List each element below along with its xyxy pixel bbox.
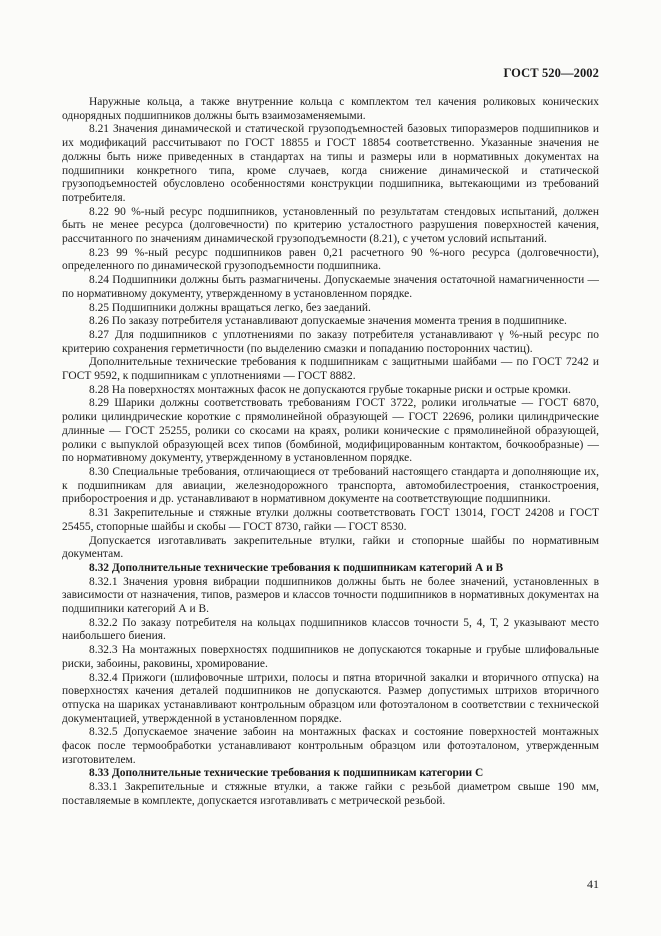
paragraph: 8.29 Шарики должны соответствовать требованиям ГОСТ 3722, ролики игольчатые — ГОСТ 6870, ролики цилиндрические короткие с прямолинейной образующей — ГОСТ 22696, ролики цилиндрические длинные — ГОСТ 25255, ролики со скосами на краях, ролики конические с прямолинейной образующей, ролики с выпуклой образующей всех типов (бомбиной, модифицированным контактом, бочкообразные) — по нормативному документу, утвержденному в установленном порядке. [62, 397, 599, 465]
paragraph: 8.23 99 %-ный ресурс подшипников равен 0,21 расчетного 90 %-ного ресурса (долговечности), определенного по динамической грузоподъемности подшипника. [62, 246, 599, 273]
paragraph: 8.25 Подшипники должны вращаться легко, без заеданий. [89, 301, 371, 314]
paragraph: 8.30 Специальные требования, отличающиеся от требований настоящего стандарта и дополняющие их, к подшипникам для авиации, железнодорожного транспорта, автомобилестроения, станкостроения, приборостроения и др. устанавливают в нормативном документе на соответствующие подшипники. [62, 465, 599, 506]
paragraph: Допускается изготавливать закрепительные втулки, гайки и стопорные шайбы по нормативным документам. [62, 534, 599, 561]
paragraph: 8.22 90 %-ный ресурс подшипников, установленный по результатам стендовых испытаний, должен быть не менее ресурса (долговечности) по критерию усталостного разрушения поверхностей качения, рассчитанного по значениям динамической грузоподъемности (8.21), с учетом условий испытаний. [62, 205, 599, 246]
paragraph: 8.32.2 По заказу потребителя на кольцах подшипников классов точности 5, 4, Т, 2 указывают место наибольшего биения. [62, 616, 599, 643]
page-number: 41 [587, 877, 599, 891]
paragraph: 8.32.4 Прижоги (шлифовочные штрихи, полосы и пятна вторичной закалки и вторичного отпуска) на поверхностях качения деталей подшипников не допускаются. Размер допустимых штрихов вторичного отпуска на шариках устанавливают контрольным образцом или фотоэталоном в соответствии с технической документацией, утвержденной в установленном порядке. [62, 671, 599, 725]
paragraph: 8.33.1 Закрепительные и стяжные втулки, а также гайки с резьбой диаметром свыше 190 мм, поставляемые в комплекте, допускается изготавливать с метрической резьбой. [62, 781, 599, 807]
paragraph: 8.26 По заказу потребителя устанавливают допускаемые значения момента трения в подшипнике. [89, 315, 567, 328]
paragraph: 8.32.1 Значения уровня вибрации подшипников должны быть не более значений, установленных в зависимости от назначения, типов, размеров и классов точности подшипников в нормативных документах на подшипники категорий А и В. [62, 575, 599, 616]
section-heading: 8.32 Дополнительные технические требования к подшипникам категорий А и В [89, 561, 504, 574]
paragraph: Наружные кольца, а также внутренние кольца с комплектом тел качения роликовых конических однорядных подшипников должны быть взаимозаменяемыми. [62, 96, 599, 122]
paragraph: 8.27 Для подшипников с уплотнениями по заказу потребителя устанавливают γ %-ный ресурс по критерию сохранения герметичности (по выделению смазки и попаданию посторонних частиц). [62, 328, 599, 355]
paragraph: 8.24 Подшипники должны быть размагничены. Допускаемые значения остаточной намагниченности — по нормативному документу, утвержденному в установленном порядке. [62, 274, 599, 300]
paragraph: Дополнительные технические требования к подшипникам с защитными шайбами — по ГОСТ 7242 и ГОСТ 9592, к подшипникам с уплотнениями — ГОСТ 8882. [62, 356, 599, 383]
document-header: ГОСТ 520—2002 [503, 66, 599, 80]
paragraph: 8.28 На поверхностях монтажных фасок не допускаются грубые токарные риски и острые кромки. [89, 383, 571, 396]
section-heading: 8.33 Дополнительные технические требования к подшипникам категории С [89, 767, 484, 780]
paragraph: 8.32.3 На монтажных поверхностях подшипников не допускаются токарные и грубые шлифовальные риски, забоины, раковины, хромирование. [62, 644, 599, 670]
document-body [62, 96, 599, 809]
paragraph: 8.31 Закрепительные и стяжные втулки должны соответствовать ГОСТ 13014, ГОСТ 24208 и ГОСТ 25455, стопорные шайбы и скобы — ГОСТ 8730, гайки — ГОСТ 8530. [62, 507, 599, 533]
paragraph: 8.21 Значения динамической и статической грузоподъемностей базовых типоразмеров подшипников и их модификаций рассчитывают по ГОСТ 18855 и ГОСТ 18854 соответственно. Указанные значения не должны быть ниже приведенных в стандартах на типы и размеры или в нормативных документах на подшипники конкретного типа, кроме случаев, когда снижение динамической и статической грузоподъемностей обусловлено особенностями конструкции подшипника, вытекающими из требований потребителя. [62, 123, 599, 204]
paragraph: 8.32.5 Допускаемое значение забоин на монтажных фасках и состояние поверхностей монтажных фасок после термообработки устанавливают контрольным образцом или фотоэталоном, утвержденным изготовителем. [62, 726, 599, 766]
